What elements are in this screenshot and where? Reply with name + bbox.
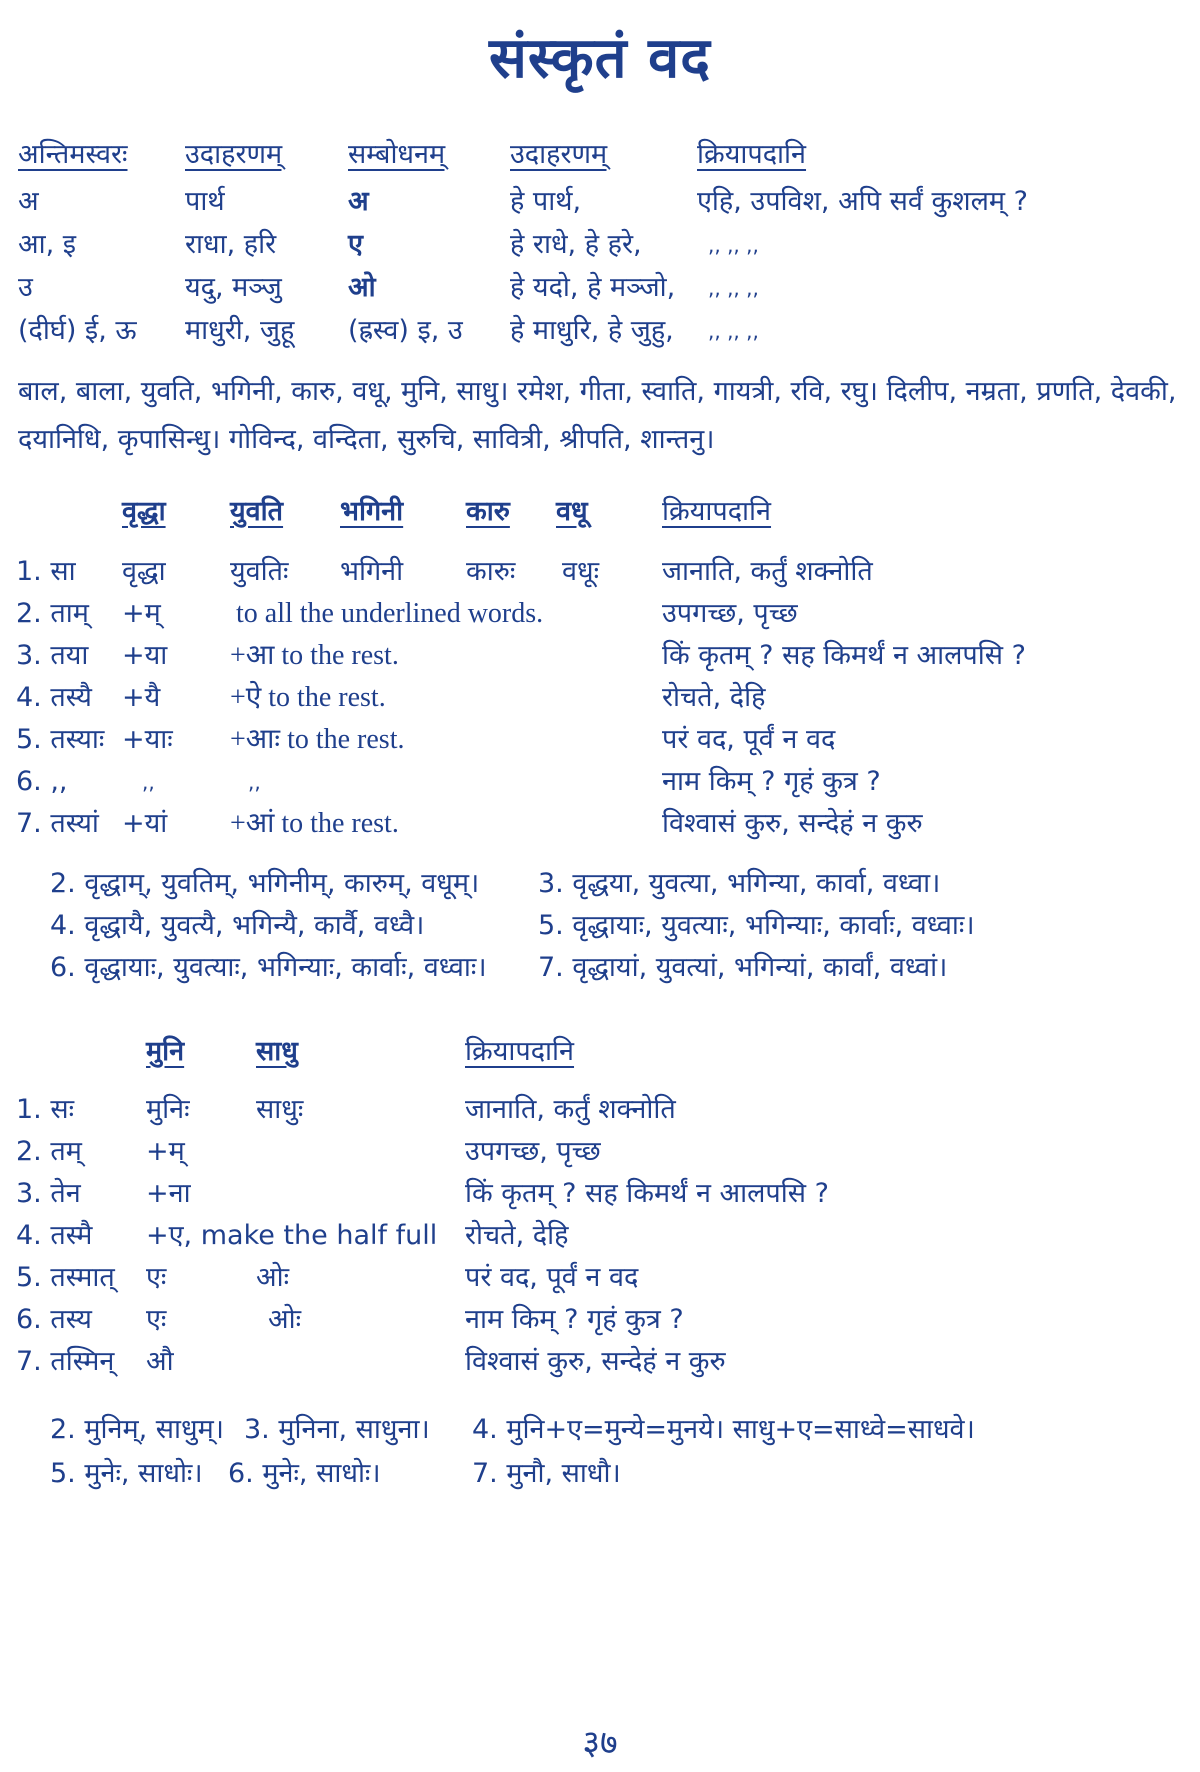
cell: हे पार्थ, <box>510 186 582 217</box>
header-verbs: क्रियापदानि <box>662 496 772 527</box>
case-pronoun: 3. तया <box>16 640 89 671</box>
header-vocative: सम्बोधनम् <box>348 139 446 170</box>
cell: एः <box>146 1262 167 1293</box>
ditto-marks: ,, ,, ,, <box>708 276 759 300</box>
declension-row <box>0 634 1200 678</box>
answer-line: 2. वृद्धाम्, युवतिम्, भगिनीम्, कारुम्, वधूम्। <box>50 868 480 899</box>
answer-line: 7. मुनौ, साधौ। <box>472 1458 621 1489</box>
vocative-header-row <box>0 133 1200 177</box>
vocative-row <box>0 223 1200 267</box>
verbs: किं कृतम् ? सह किमर्थं न आलपसि ? <box>465 1178 829 1209</box>
header-verbs: क्रियापदानि <box>697 139 807 170</box>
answer-line: 4. मुनि+ए=मुन्ये=मुनये। साधु+ए=साध्वे=साधवे। <box>472 1414 975 1445</box>
case-pronoun: 2. ताम् <box>16 598 89 629</box>
cell: ओः <box>256 1262 290 1293</box>
declension-row <box>0 760 1200 804</box>
declension-row <box>0 1214 1200 1258</box>
verbs: उपगच्छ, पृच्छ <box>465 1136 601 1167</box>
cell: वधूः <box>562 556 600 587</box>
declension-row <box>0 592 1200 636</box>
ditto-marks: ,, ,, ,, <box>708 319 759 343</box>
header-vriddha: वृद्धा <box>122 496 166 527</box>
word-list-paragraph: बाल, बाला, युवति, भगिनी, कारु, वधू, मुनि, साधु। रमेश, गीता, स्वाति, गायत्री, रवि, रघु। दिलीप, नम्रता, प्रणति, देवकी, दयानिधि, कृपासिन्धु। गोविन्द, वन्दिता, सुरुचि, सावित्री, श्रीपति, शान्तनु। <box>18 376 1177 455</box>
case-pronoun: 7. तस्यां <box>16 808 99 839</box>
cell: औ <box>146 1346 174 1377</box>
declension-row <box>0 550 1200 594</box>
cell: +यै <box>122 682 161 713</box>
verbs: विश्वासं कुरु, सन्देहं न कुरु <box>465 1346 726 1377</box>
vocative-row <box>0 180 1200 224</box>
cell: ए <box>348 229 363 260</box>
answer-line: 3. वृद्धया, युवत्या, भगिन्या, कार्वा, वध्वा। <box>538 868 941 899</box>
header-bhagini: भगिनी <box>340 496 404 527</box>
declension-row <box>0 1172 1200 1216</box>
feminine-header-row <box>0 490 1200 534</box>
verbs: परं वद, पूर्वं न वद <box>465 1262 639 1293</box>
cell: +यां <box>122 808 168 839</box>
case-pronoun: 6. ,, <box>16 766 68 797</box>
verbs: उपगच्छ, पृच्छ <box>662 598 798 629</box>
ditto-mark: ,, <box>248 770 261 794</box>
answer-line: 5. मुनेः, साधोः। <box>50 1458 203 1489</box>
cell: अ <box>18 186 39 217</box>
cell: +म् <box>122 598 161 629</box>
header-final-vowel: अन्तिमस्वरः <box>18 139 128 170</box>
verbs: जानाति, कर्तुं शक्नोति <box>662 556 873 587</box>
verbs: विश्वासं कुरु, सन्देहं न कुरु <box>662 808 923 839</box>
rule-note: +ऐ to the rest. <box>230 682 386 713</box>
declension-row <box>0 1256 1200 1300</box>
vocative-row <box>0 309 1200 353</box>
verbs: रोचते, देहि <box>465 1220 569 1251</box>
answer-line: 3. मुनिना, साधुना। <box>244 1414 430 1445</box>
verbs: परं वद, पूर्वं न वद <box>662 724 836 755</box>
cell: भगिनी <box>340 556 404 587</box>
declension-row <box>0 718 1200 762</box>
verbs: नाम किम् ? गृहं कुत्र ? <box>465 1304 684 1335</box>
answer-line: 7. वृद्धायां, युवत्यां, भगिन्यां, कार्वां, वध्वां। <box>538 952 948 983</box>
cell: +ना <box>146 1178 191 1209</box>
case-pronoun: 1. सा <box>16 556 76 587</box>
page-number: ३७ <box>582 1723 618 1763</box>
cell: पार्थ <box>185 186 225 217</box>
rule-note: +आं to the rest. <box>230 808 399 839</box>
answer-line: 5. वृद्धायाः, युवत्याः, भगिन्याः, कार्वाः, वध्वाः। <box>538 910 975 941</box>
declension-row <box>0 1298 1200 1342</box>
cell: एः <box>146 1304 167 1335</box>
rule-note: +ए, make the half full <box>146 1220 438 1251</box>
declension-row <box>0 676 1200 720</box>
cell: +या <box>122 640 168 671</box>
cell: ओः <box>268 1304 302 1335</box>
cell: साधुः <box>256 1094 304 1125</box>
declension-row <box>0 1340 1200 1384</box>
cell: उ <box>18 272 33 303</box>
cell: युवतिः <box>230 556 289 587</box>
page-title: संस्कृतं वद <box>489 26 711 91</box>
cell: यदु, मञ्जु <box>185 272 282 303</box>
vocative-row <box>0 266 1200 310</box>
cell: +याः <box>122 724 173 755</box>
rule-note: +आः to the rest. <box>230 724 405 755</box>
header-vadhu: वधू <box>556 496 588 527</box>
cell: (ह्रस्व) इ, उ <box>348 315 463 346</box>
cell: हे माधुरि, हे जुहु, <box>510 315 674 346</box>
header-karu: कारु <box>466 496 510 527</box>
masculine-header-row <box>0 1030 1200 1074</box>
header-example: उदाहरणम् <box>185 139 283 170</box>
answer-line: 4. वृद्धायै, युवत्यै, भगिन्यै, कार्वै, वध्वै। <box>50 910 425 941</box>
verbs: रोचते, देहि <box>662 682 766 713</box>
case-pronoun: 2. तम् <box>16 1136 82 1167</box>
cell: हे यदो, हे मञ्जो, <box>510 272 676 303</box>
case-pronoun: 6. तस्य <box>16 1304 92 1335</box>
case-pronoun: 3. तेन <box>16 1178 81 1209</box>
declension-row <box>0 1130 1200 1174</box>
cell: हे राधे, हे हरे, <box>510 229 642 260</box>
header-verbs: क्रियापदानि <box>465 1036 575 1067</box>
cell: मुनिः <box>146 1094 190 1125</box>
answer-line: 6. वृद्धायाः, युवत्याः, भगिन्याः, कार्वाः, वध्वाः। <box>50 952 487 983</box>
declension-row <box>0 802 1200 846</box>
verbs: नाम किम् ? गृहं कुत्र ? <box>662 766 881 797</box>
cell: आ, इ <box>18 229 77 260</box>
cell: अ <box>348 186 369 217</box>
ditto-mark: ,, <box>142 770 155 794</box>
case-pronoun: 5. तस्मात् <box>16 1262 115 1293</box>
header-sadhu: साधु <box>256 1036 298 1067</box>
cell: (दीर्घ) ई, ऊ <box>18 315 137 346</box>
case-pronoun: 7. तस्मिन् <box>16 1346 115 1377</box>
cell: वृद्धा <box>122 556 166 587</box>
answer-line: 2. मुनिम्, साधुम्। <box>50 1414 225 1445</box>
cell: कारुः <box>466 556 516 587</box>
cell: एहि, उपविश, अपि सर्वं कुशलम् ? <box>697 186 1028 217</box>
answer-line: 6. मुनेः, साधोः। <box>228 1458 381 1489</box>
verbs: जानाति, कर्तुं शक्नोति <box>465 1094 676 1125</box>
cell: माधुरी, जुहू <box>185 315 295 346</box>
case-pronoun: 1. सः <box>16 1094 75 1125</box>
case-pronoun: 4. तस्मै <box>16 1220 93 1251</box>
declension-row <box>0 1088 1200 1132</box>
header-yuvati: युवति <box>230 496 284 527</box>
rule-note: +आ to the rest. <box>230 640 399 671</box>
rule-note: to all the underlined words. <box>236 598 544 629</box>
cell: राधा, हरि <box>185 229 277 260</box>
case-pronoun: 4. तस्यै <box>16 682 92 713</box>
header-muni: मुनि <box>146 1036 185 1067</box>
header-example-2: उदाहरणम् <box>510 139 608 170</box>
ditto-marks: ,, ,, ,, <box>708 233 759 257</box>
cell: +म् <box>146 1136 185 1167</box>
verbs: किं कृतम् ? सह किमर्थं न आलपसि ? <box>662 640 1026 671</box>
case-pronoun: 5. तस्याः <box>16 724 105 755</box>
cell: ओ <box>348 272 376 303</box>
